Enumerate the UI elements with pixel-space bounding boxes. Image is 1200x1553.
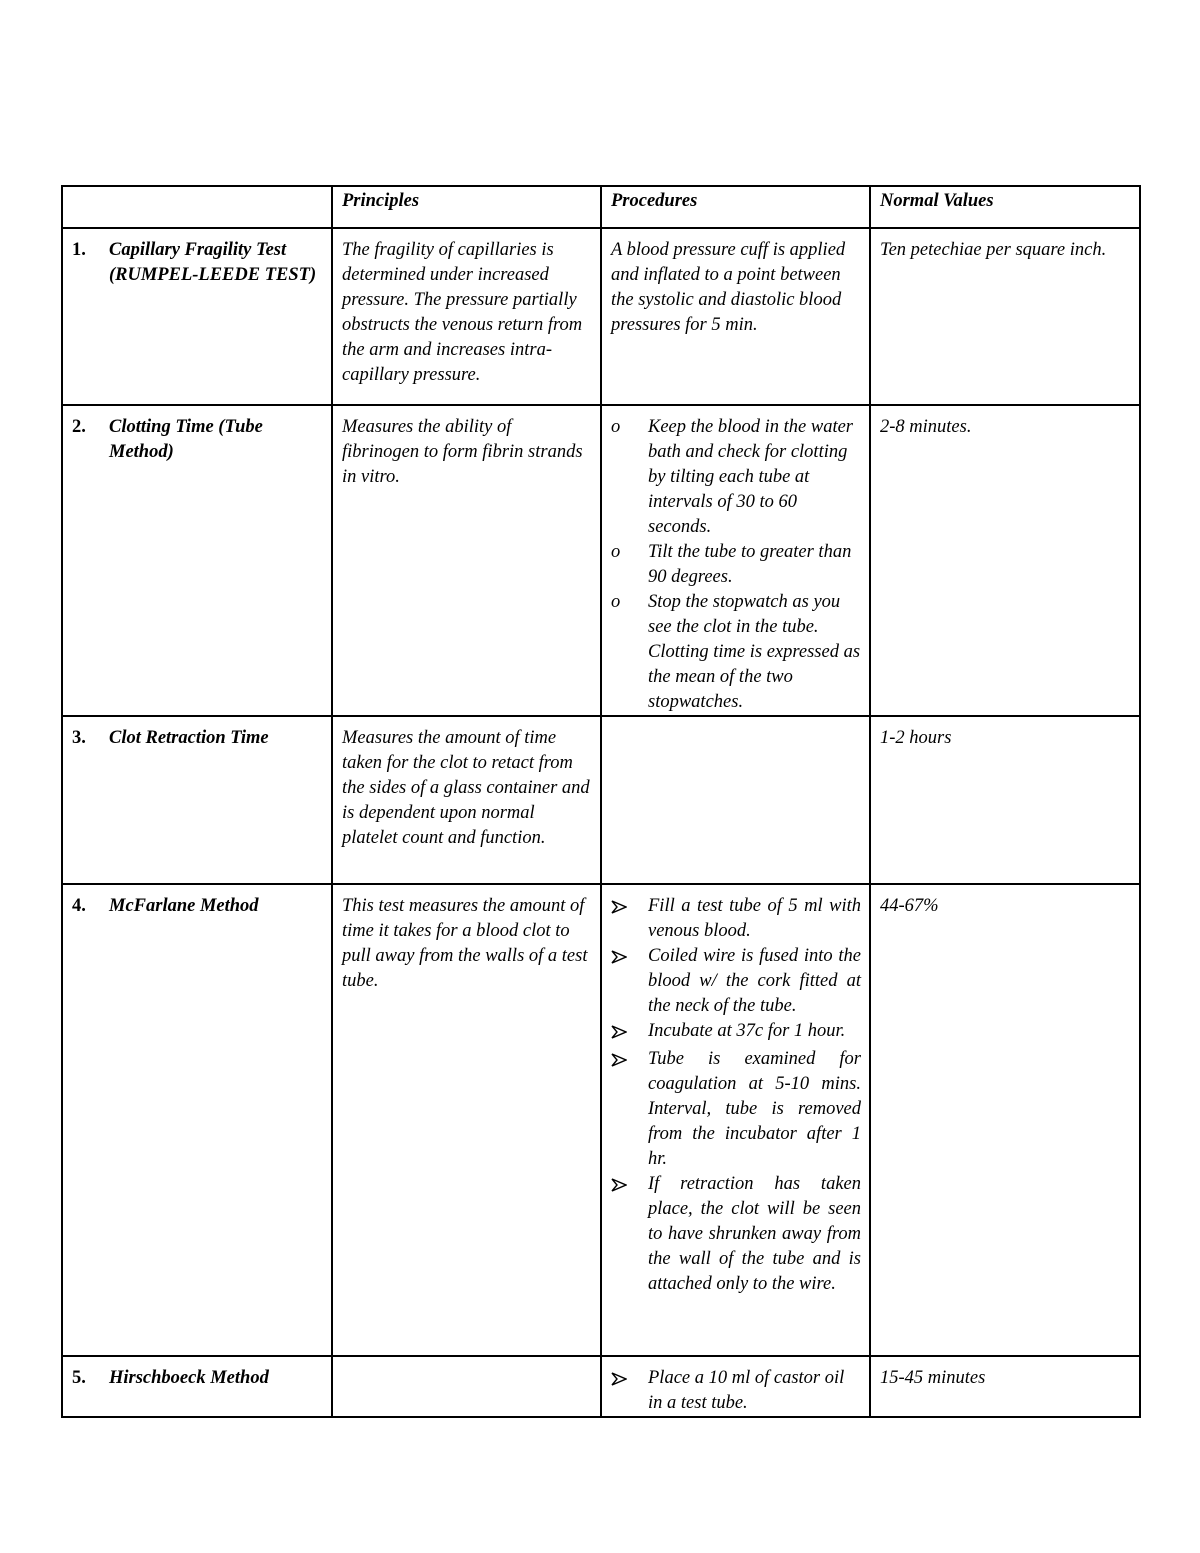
test-cell — [62, 405, 332, 716]
procedure-cell — [601, 884, 870, 1356]
header-row — [62, 186, 1140, 228]
procedure-cell: A blood pressure cuff is applied and inflated to a point between the systolic and diastolic blood pressures for 5 min. — [601, 228, 870, 405]
normal-value-cell: 1-2 hours — [870, 716, 1140, 884]
list-item — [611, 1366, 861, 1416]
procedure-cell — [601, 716, 870, 884]
principle-cell: The fragility of capillaries is determined under increased pressure. The pressure partially obstructs the venous return from the arm and increases intra-capillary pressure. — [332, 228, 601, 405]
procedure-step: Tilt the tube to greater than 90 degrees. — [648, 542, 852, 587]
test-name — [72, 894, 323, 919]
procedure-step: If retraction has taken place, the clot will be seen to have shrunken away from the wall of the tube and is attached only to the wire. — [648, 1174, 861, 1294]
list-item — [611, 1019, 861, 1047]
test-title: Clot Retraction Time — [109, 728, 269, 748]
list-item — [611, 590, 861, 715]
table-row — [62, 1356, 1140, 1417]
test-number: 2. — [72, 417, 86, 437]
normal-value-cell: 15-45 minutes — [870, 1356, 1140, 1417]
arrow-bullet-icon — [611, 1172, 648, 1297]
normal-value-cell: 44-67% — [870, 884, 1140, 1356]
procedure-step: Stop the stopwatch as you see the clot in the tube. Clotting time is expressed as the mean of the two stopwatches. — [648, 592, 861, 712]
procedure-list — [611, 1366, 861, 1416]
test-cell — [62, 716, 332, 884]
list-item — [611, 894, 861, 944]
procedure-list — [611, 894, 861, 1297]
principle-cell — [332, 1356, 601, 1417]
principle-cell: Measures the ability of fibrinogen to form fibrin strands in vitro. — [332, 405, 601, 716]
header-normal-values: Normal Values — [870, 186, 1140, 228]
principle-cell: This test measures the amount of time it takes for a blood clot to pull away from the walls of a test tube. — [332, 884, 601, 1356]
header-procedures: Procedures — [601, 186, 870, 228]
table-row — [62, 228, 1140, 405]
procedure-cell — [601, 405, 870, 716]
circle-bullet-icon: o — [611, 417, 621, 437]
header-blank — [62, 186, 332, 228]
test-number: 4. — [72, 896, 86, 916]
procedure-list — [611, 415, 861, 715]
list-item — [611, 540, 861, 590]
test-title: Hirschboeck Method — [109, 1368, 269, 1388]
principle-cell: Measures the amount of time taken for the clot to retact from the sides of a glass container and is dependent upon normal platelet count and function. — [332, 716, 601, 884]
arrow-bullet-icon — [611, 1047, 648, 1172]
procedure-step: Keep the blood in the water bath and check for clotting by tilting each tube at intervals of 30 to 60 seconds. — [648, 417, 854, 537]
procedure-step: Tube is examined for coagulation at 5-10 mins. Interval, tube is removed from the incubator after 1 hr. — [648, 1049, 861, 1169]
test-title: McFarlane Method — [109, 896, 259, 916]
table-row — [62, 884, 1140, 1356]
normal-value-cell: 2-8 minutes. — [870, 405, 1140, 716]
procedure-step: Fill a test tube of 5 ml with venous blood. — [648, 896, 861, 941]
procedure-cell — [601, 1356, 870, 1417]
test-name — [72, 726, 323, 751]
table-row — [62, 405, 1140, 716]
test-title: Capillary Fragility Test (RUMPEL-LEEDE TEST) — [109, 240, 317, 285]
list-item — [611, 1047, 861, 1172]
test-cell — [62, 884, 332, 1356]
test-title: Clotting Time (Tube Method) — [109, 417, 263, 462]
list-item — [611, 1172, 861, 1297]
test-cell — [62, 1356, 332, 1417]
arrow-bullet-icon — [611, 1366, 648, 1416]
circle-bullet-icon: o — [611, 542, 621, 562]
test-number: 5. — [72, 1368, 86, 1388]
header-principles: Principles — [332, 186, 601, 228]
test-name — [72, 238, 323, 288]
test-number: 1. — [72, 240, 86, 260]
tests-table — [61, 185, 1141, 1418]
list-item — [611, 415, 861, 540]
circle-bullet-icon: o — [611, 592, 621, 612]
test-name — [72, 415, 323, 465]
procedure-step: Coiled wire is fused into the blood w/ the cork fitted at the neck of the tube. — [648, 946, 861, 1016]
table-row — [62, 716, 1140, 884]
arrow-bullet-icon — [611, 944, 648, 1019]
arrow-bullet-icon — [611, 894, 648, 944]
test-number: 3. — [72, 728, 86, 748]
test-name — [72, 1366, 323, 1391]
test-cell — [62, 228, 332, 405]
normal-value-cell: Ten petechiae per square inch. — [870, 228, 1140, 405]
list-item — [611, 944, 861, 1019]
arrow-bullet-icon — [611, 1019, 648, 1047]
procedure-step: Place a 10 ml of castor oil in a test tube. — [648, 1368, 845, 1413]
procedure-step: Incubate at 37c for 1 hour. — [648, 1021, 846, 1041]
